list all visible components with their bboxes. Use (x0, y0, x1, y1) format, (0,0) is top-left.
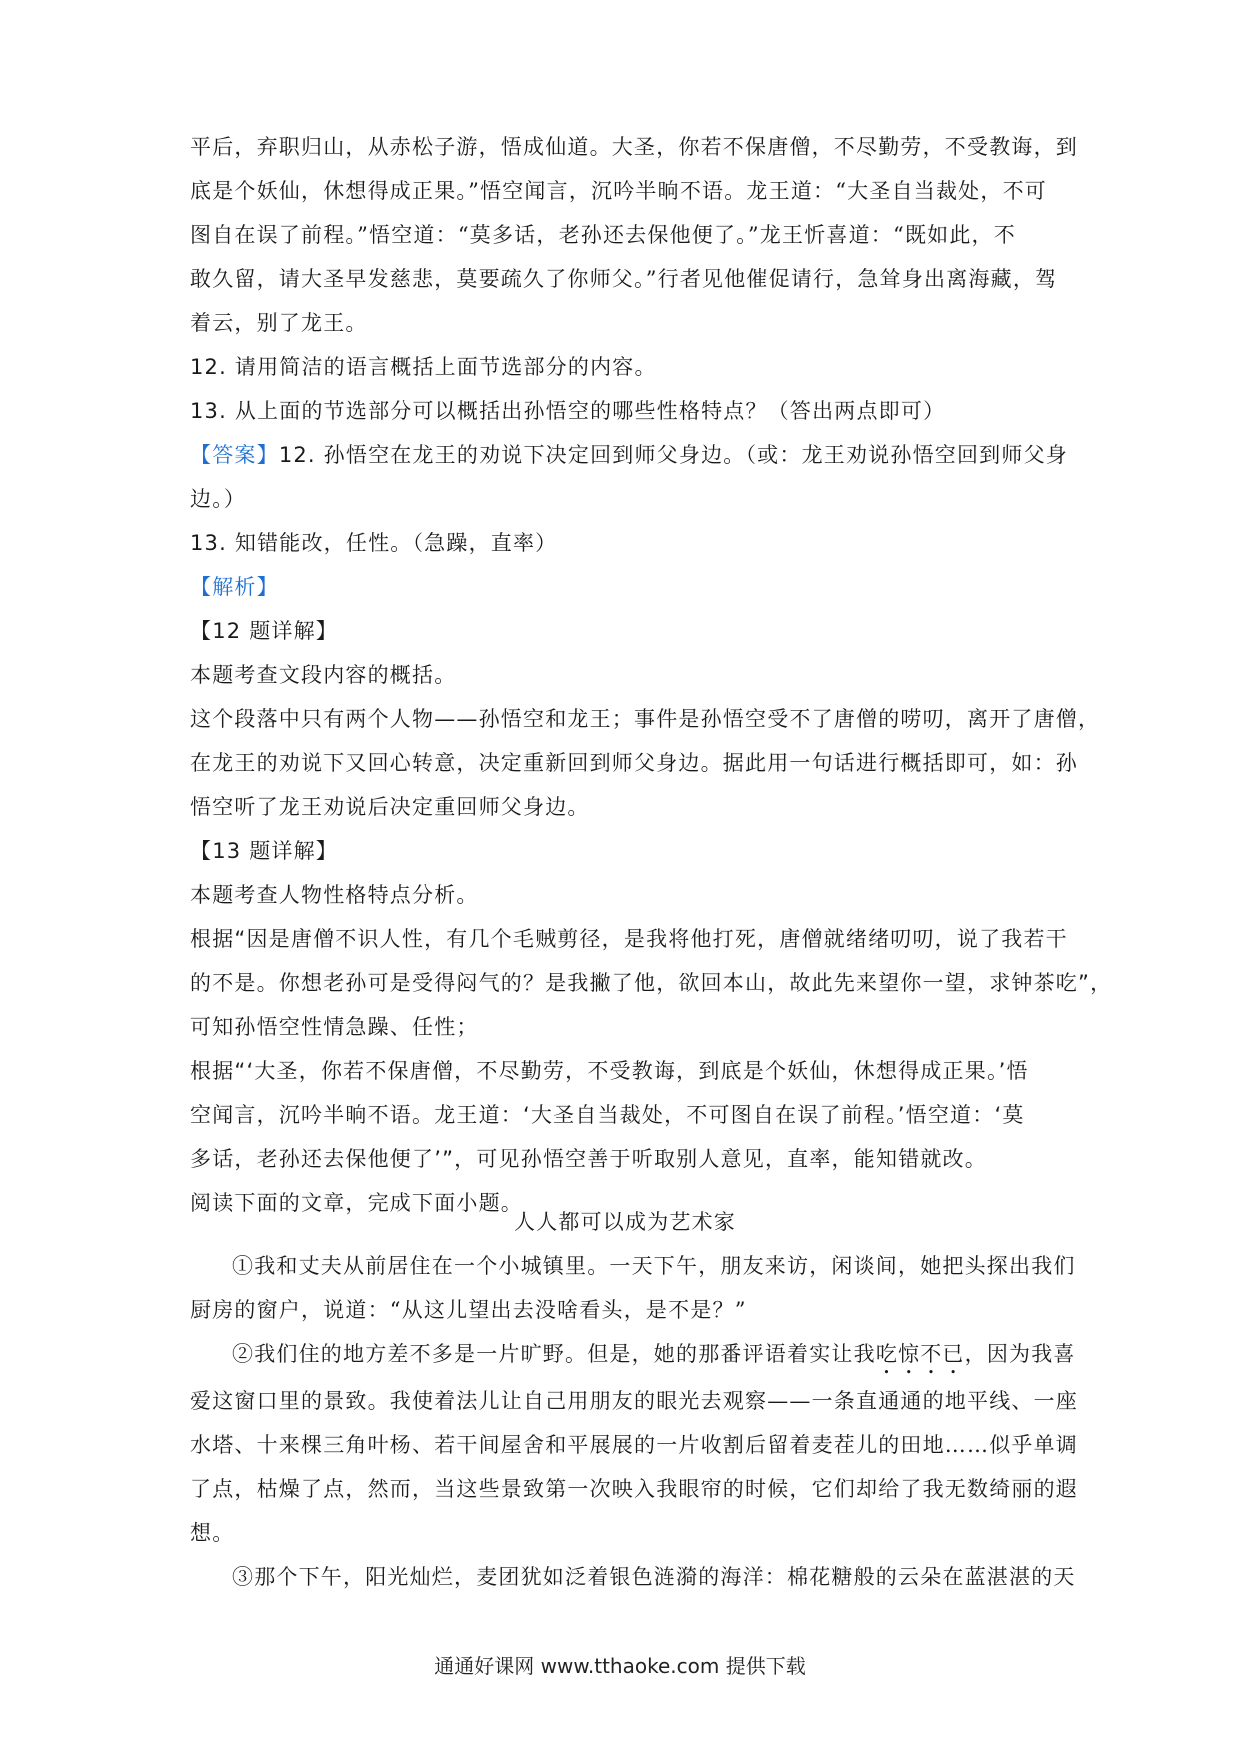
article-paragraph-line: 了点，枯燥了点，然而，当这些景致第一次映入我眼帘的时候，它们却给了我无数绮丽的遐 (190, 1477, 1078, 1501)
emphasized-phrase: 吃惊不已 (875, 1342, 965, 1366)
questions (190, 345, 1060, 433)
answer-section (190, 433, 1068, 565)
passage-line: 底是个妖仙，休想得成正果。”悟空闻言，沉吟半晌不语。龙王道：“大圣自当裁处，不可 (190, 179, 1047, 203)
article-text: ②我们住的地方差不多是一片旷野。但是，她的那番评语着实让我 (232, 1342, 876, 1366)
question-13: 13. 从上面的节选部分可以概括出孙悟空的哪些性格特点？（答出两点即可） (190, 399, 946, 423)
article-paragraph-line: 水塔、十来棵三角叶杨、若干间屋舍和平展展的一片收割后留着麦茬儿的田地……似乎单调 (190, 1433, 1078, 1457)
analysis-line: 这个段落中只有两个人物——孙悟空和龙王；事件是孙悟空受不了唐僧的唠叨，离开了唐僧， (190, 707, 1101, 731)
question-12: 12. 请用简洁的语言概括上面节选部分的内容。 (190, 355, 657, 379)
answer-text: 12. 孙悟空在龙王的劝说下决定回到师父身边。（或：龙王劝说孙悟空回到师父身 (278, 443, 1068, 467)
analysis-line: 本题考查人物性格特点分析。 (190, 883, 479, 907)
analysis-line: 根据“‘大圣，你若不保唐僧，不尽勤劳，不受教诲，到底是个妖仙，休想得成正果。’悟 (190, 1059, 1029, 1083)
article-paragraph-line: ①我和丈夫从前居住在一个小城镇里。一天下午，朋友来访，闲谈间，她把头探出我们 (232, 1254, 1076, 1278)
passage-line: 着云，别了龙王。 (190, 311, 368, 335)
article-paragraph-line (190, 1332, 1076, 1379)
article-text: ，因为我喜 (964, 1342, 1076, 1366)
passage-line: 平后，弃职归山，从赤松子游，悟成仙道。大圣，你若不保唐僧，不尽勤劳，不受教诲，到 (190, 135, 1078, 159)
answer-line: 边。） (190, 487, 247, 511)
article-title: 人人都可以成为艺术家 (514, 1210, 736, 1234)
analysis-line: 的不是。你想老孙可是受得闷气的？是我撇了他，欲回本山，故此先来望你一望，求钟茶吃”， (190, 971, 1113, 995)
analysis-line: 根据“因是唐僧不识人性，有几个毛贼剪径，是我将他打死，唐僧就绪绪叨叨，说了我若干 (190, 927, 1068, 951)
reading-instruction: 阅读下面的文章，完成下面小题。 (190, 1191, 523, 1215)
answer-line (190, 433, 1068, 477)
page-footer: 通通好课网 www.tthaoke.com 提供下载 (434, 1654, 806, 1678)
analysis-line: 可知孙悟空性情急躁、任性； (190, 1015, 479, 1039)
article-paragraph-line: 厨房的窗户，说道：“从这儿望出去没啥看头，是不是？” (190, 1298, 747, 1322)
analysis-section (190, 565, 1113, 1225)
analysis-line: 在龙王的劝说下又回心转意，决定重新回到师父身边。据此用一句话进行概括即可，如：孙 (190, 751, 1078, 775)
article-paragraph-line: ③那个下午，阳光灿烂，麦团犹如泛着银色涟漪的海洋：棉花糖般的云朵在蓝湛湛的天 (232, 1565, 1076, 1589)
analysis-line: 本题考查文段内容的概括。 (190, 663, 457, 687)
passage-line: 敢久留，请大圣早发慈悲，莫要疏久了你师父。”行者见他催促请行，急耸身出离海藏，驾 (190, 267, 1058, 291)
passage-line: 图自在误了前程。”悟空道：“莫多话，老孙还去保他便了。”龙王忻喜道：“既如此，不 (190, 223, 1016, 247)
analysis-tag: 【解析】 (190, 575, 279, 599)
article-paragraph-line: 想。 (190, 1521, 235, 1545)
q13-heading: 【13 题详解】 (190, 839, 338, 863)
passage-excerpt (190, 125, 1078, 345)
article-paragraph-line: 爱这窗口里的景致。我使着法儿让自己用朋友的眼光去观察——一条直通通的地平线、一座 (190, 1389, 1078, 1413)
answer-tag: 【答案】 (190, 443, 279, 467)
article (190, 1200, 1078, 1599)
analysis-line: 多话，老孙还去保他便了’”，可见孙悟空善于听取别人意见，直率，能知错就改。 (190, 1147, 987, 1171)
analysis-line: 悟空听了龙王劝说后决定重回师父身边。 (190, 795, 590, 819)
answer-line: 13. 知错能改，任性。（急躁，直率） (190, 531, 558, 555)
analysis-line: 空闻言，沉吟半晌不语。龙王道：‘大圣自当裁处，不可图自在误了前程。’悟空道：‘莫 (190, 1103, 1025, 1127)
q12-heading: 【12 题详解】 (190, 619, 338, 643)
